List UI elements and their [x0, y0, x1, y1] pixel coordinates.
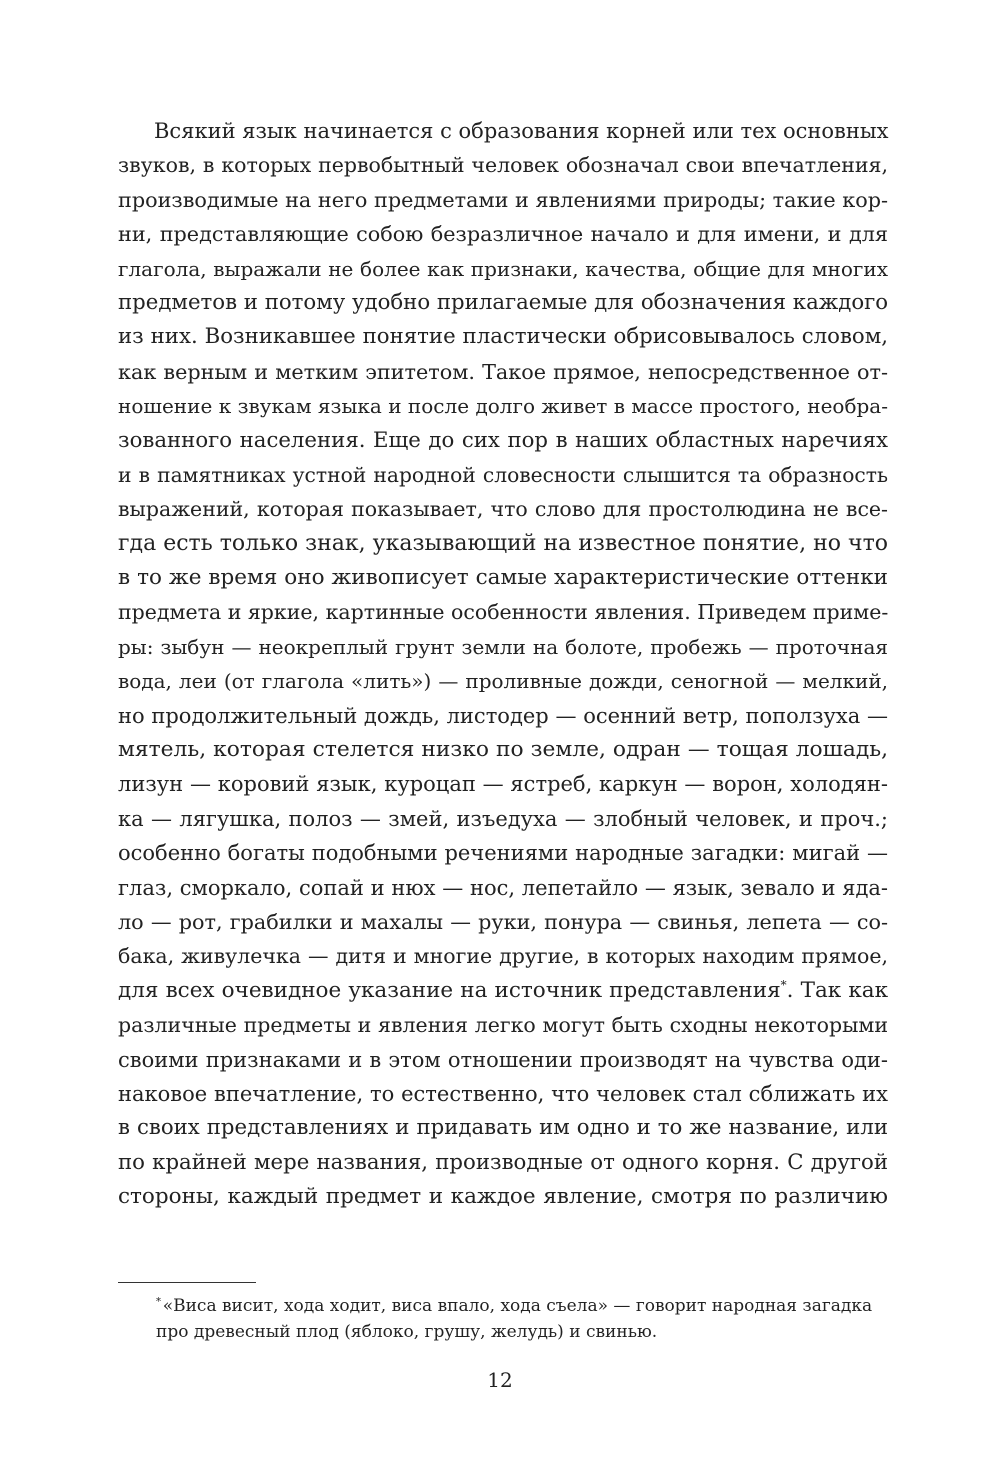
text-line: особенно богаты подобными речениями народные загадки: мигай — [118, 841, 888, 866]
text-line: лизун — коровий язык, куроцап — ястреб, каркун — ворон, холодян- [118, 772, 888, 797]
text-line: вода, леи (от глагола «лить») — проливные дожди, сеногной — мелкий, [118, 669, 888, 694]
text-line: бака, живулечка — дитя и многие другие, в которых находим прямое, [118, 944, 888, 969]
footnote-reference-mark: * [780, 977, 787, 992]
text-line: глагола, выражали не более как признаки, качества, общие для многих [118, 256, 888, 281]
text-line: глаз, сморкало, сопай и нюх — нос, лепетайло — язык, зевало и ядa- [118, 875, 888, 900]
footnote-text: «Виса висит, хода ходит, виса впало, хода съела» — говорит народная загадка [162, 1296, 873, 1316]
text-line: и в памятниках устной народной словесности слышится та образность [118, 462, 888, 487]
text-line: по крайней мере названия, производные от одного корня. С другой [118, 1149, 888, 1175]
text-line: гда есть только знак, указывающий на известное понятие, но что [118, 530, 888, 556]
footnote-line [156, 1293, 888, 1319]
text-line: различные предметы и явления легко могут быть сходны некоторыми [118, 1013, 888, 1038]
page-number: 12 [487, 1368, 513, 1392]
text-line-start: для всех очевидное указание на источник представления [118, 977, 781, 1003]
text-line: ка — лягушка, полоз — змей, изъедуха — злобный человек, и проч.; [118, 806, 888, 831]
text-line: ни, представляющие собою безразличное начало и для имени, и для [118, 222, 888, 247]
text-line: зованного населения. Еще до сих пор в наших областных наречиях [118, 427, 888, 453]
text-line: ношение к звукам языка и после долго живет в массе простого, необра- [118, 394, 888, 419]
text-line: стороны, каждый предмет и каждое явление, смотря по различию [118, 1184, 888, 1210]
text-line: мятель, которая стелется низко по земле, одран — тощая лошадь, [118, 737, 888, 763]
main-paragraph [118, 114, 888, 1215]
text-line: предмета и яркие, картинные особенности явления. Приведем приме- [118, 600, 889, 625]
text-line: наковое впечатление, то естественно, что человек стал сближать их [118, 1081, 888, 1106]
footnote-line: про древесный плод (яблоко, грушу, желудь) и свинью. [156, 1322, 658, 1342]
text-line: звуков, в которых первобытный человек обозначал свои впечатления, [118, 153, 888, 178]
footnote-divider [118, 1282, 256, 1283]
text-line: выражений, которая показывает, что слово для простолюдина не все- [118, 497, 888, 522]
text-line: Всякий язык начинается с образования корней или тех основных [154, 119, 889, 143]
text-line: из них. Возникавшее понятие пластически обрисовывалось словом, [118, 324, 888, 350]
text-line: в своих представлениях и придавать им одно и то же название, или [118, 1115, 888, 1141]
text-line: производимые на него предметами и явлениями природы; такие кор- [118, 187, 888, 212]
footnote-mark: * [156, 1296, 161, 1308]
text-line-end: . Так как [786, 977, 889, 1003]
text-line: в то же время оно живописует самые характеристические оттенки [118, 565, 888, 591]
text-line: ры: зыбун — неокреплый грунт земли на болоте, пробежь — проточная [118, 634, 888, 659]
text-line: как верным и метким эпитетом. Такое прямое, непосредственное от- [118, 359, 888, 384]
text-line: но продолжительный дождь, листодер — осенний ветр, поползуха — [118, 703, 888, 728]
text-line: предметов и потому удобно прилагаемые для обозначения каждого [118, 289, 889, 315]
text-line: своими признаками и в этом отношении производят на чувства оди- [118, 1047, 888, 1072]
text-line: ло — рот, грабилки и махалы — руки, понура — свинья, лепета — со- [118, 909, 888, 934]
footnote [156, 1293, 888, 1345]
text-line-with-footnote-ref [118, 974, 888, 1008]
